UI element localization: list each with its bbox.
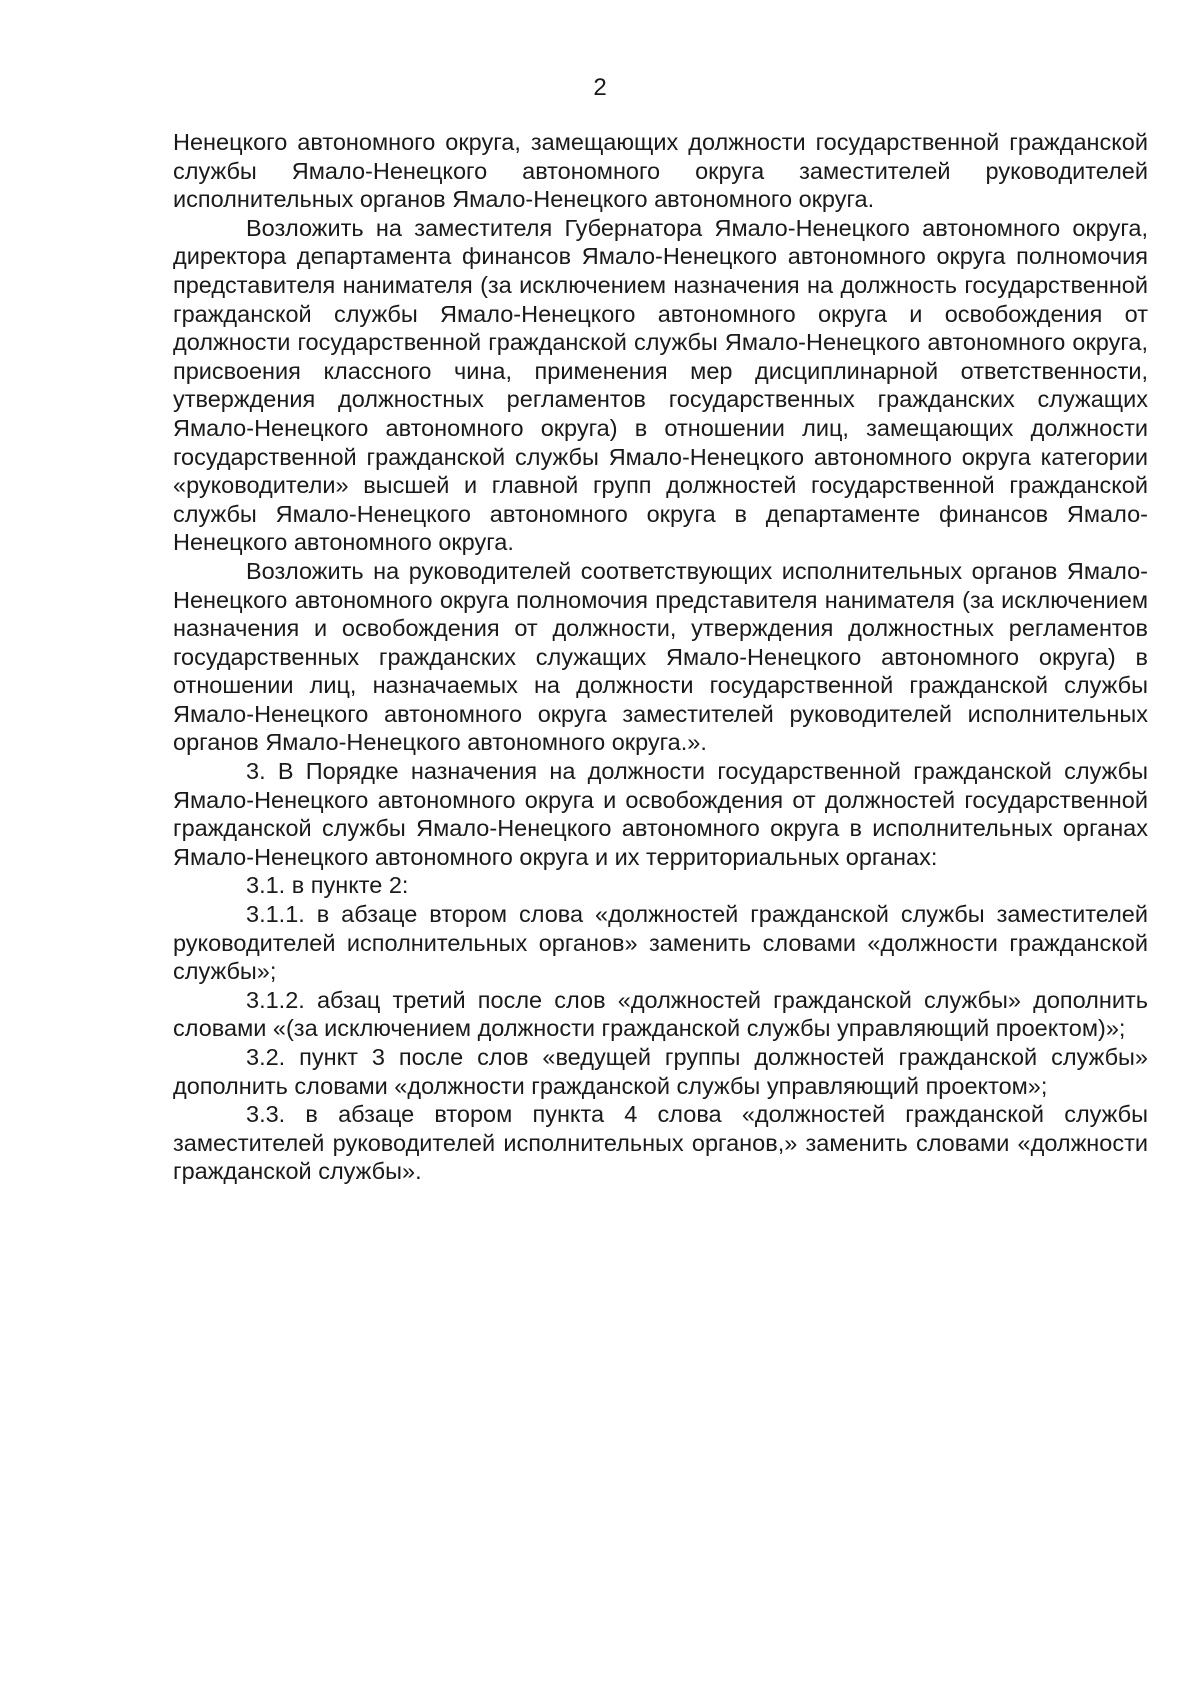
paragraph-continuation: Ненецкого автономного округа, замещающих должности государственной гражданской службы Ямало-Ненецкого автономного округа заместителей руководителей исполнительных органов Ямало-Ненецкого автономного округа. [173,129,1148,213]
paragraph-item-3: 3. В Порядке назначения на должности государственной гражданской службы Ямало-Ненецкого автономного округа и освобождения от должностей государственной гражданской службы Ямало-Ненецкого автономного округа в исполнительных органах Ямало-Ненецкого автономного округа и их территориальных органах: [173,758,1148,870]
page-number: 2 [593,74,607,101]
paragraph-item-3-1: 3.1. в пункте 2: [246,872,409,899]
document-body [173,128,1148,1186]
paragraph-heads-powers: Возложить на руководителей соответствующих исполнительных органов Ямало-Ненецкого автономного округа полномочия представителя нанимателя (за исключением назначения и освобождения от должности, утверждения должностных регламентов государственных гражданских служащих Ямало-Ненецкого автономного округа) в отношении лиц, назначаемых на должности государственной гражданской службы Ямало-Ненецкого автономного округа заместителей руководителей исполнительных органов Ямало-Ненецкого автономного округа.». [173,557,1148,756]
paragraph-deputy-governor-powers: Возложить на заместителя Губернатора Ямало-Ненецкого автономного округа, директора департамента финансов Ямало-Ненецкого автономного округа полномочия представителя нанимателя (за исключением назначения на должность государственной гражданской службы Ямало-Ненецкого автономного округа и освобождения от должности государственной гражданской службы Ямало-Ненецкого автономного округа, присвоения классного чина, применения мер дисциплинарной ответственности, утверждения должностных регламентов государственных гражданских служащих Ямало-Ненецкого автономного округа) в отношении лиц, замещающих должности государственной гражданской службы Ямало-Ненецкого автономного округа категории «руководители» высшей и главной групп должностей государственной гражданской службы Ямало-Ненецкого автономного округа в департаменте финансов Ямало-Ненецкого автономного округа. [173,214,1148,556]
paragraph-item-3-2: 3.2. пункт 3 после слов «ведущей группы должностей гражданской службы» дополнить словами «должности гражданской службы управляющий проектом»; [173,1044,1148,1099]
paragraph-item-3-1-1: 3.1.1. в абзаце втором слова «должностей гражданской службы заместителей руководителей исполнительных органов» заменить словами «должности гражданской службы»; [173,901,1148,985]
paragraph-item-3-3: 3.3. в абзаце втором пункта 4 слова «должностей гражданской службы заместителей руководителей исполнительных органов,» заменить словами «должности гражданской службы». [173,1101,1148,1185]
paragraph-item-3-1-2: 3.1.2. абзац третий после слов «должностей гражданской службы» дополнить словами «(за исключением должности гражданской службы управляющий проектом)»; [173,986,1148,1042]
